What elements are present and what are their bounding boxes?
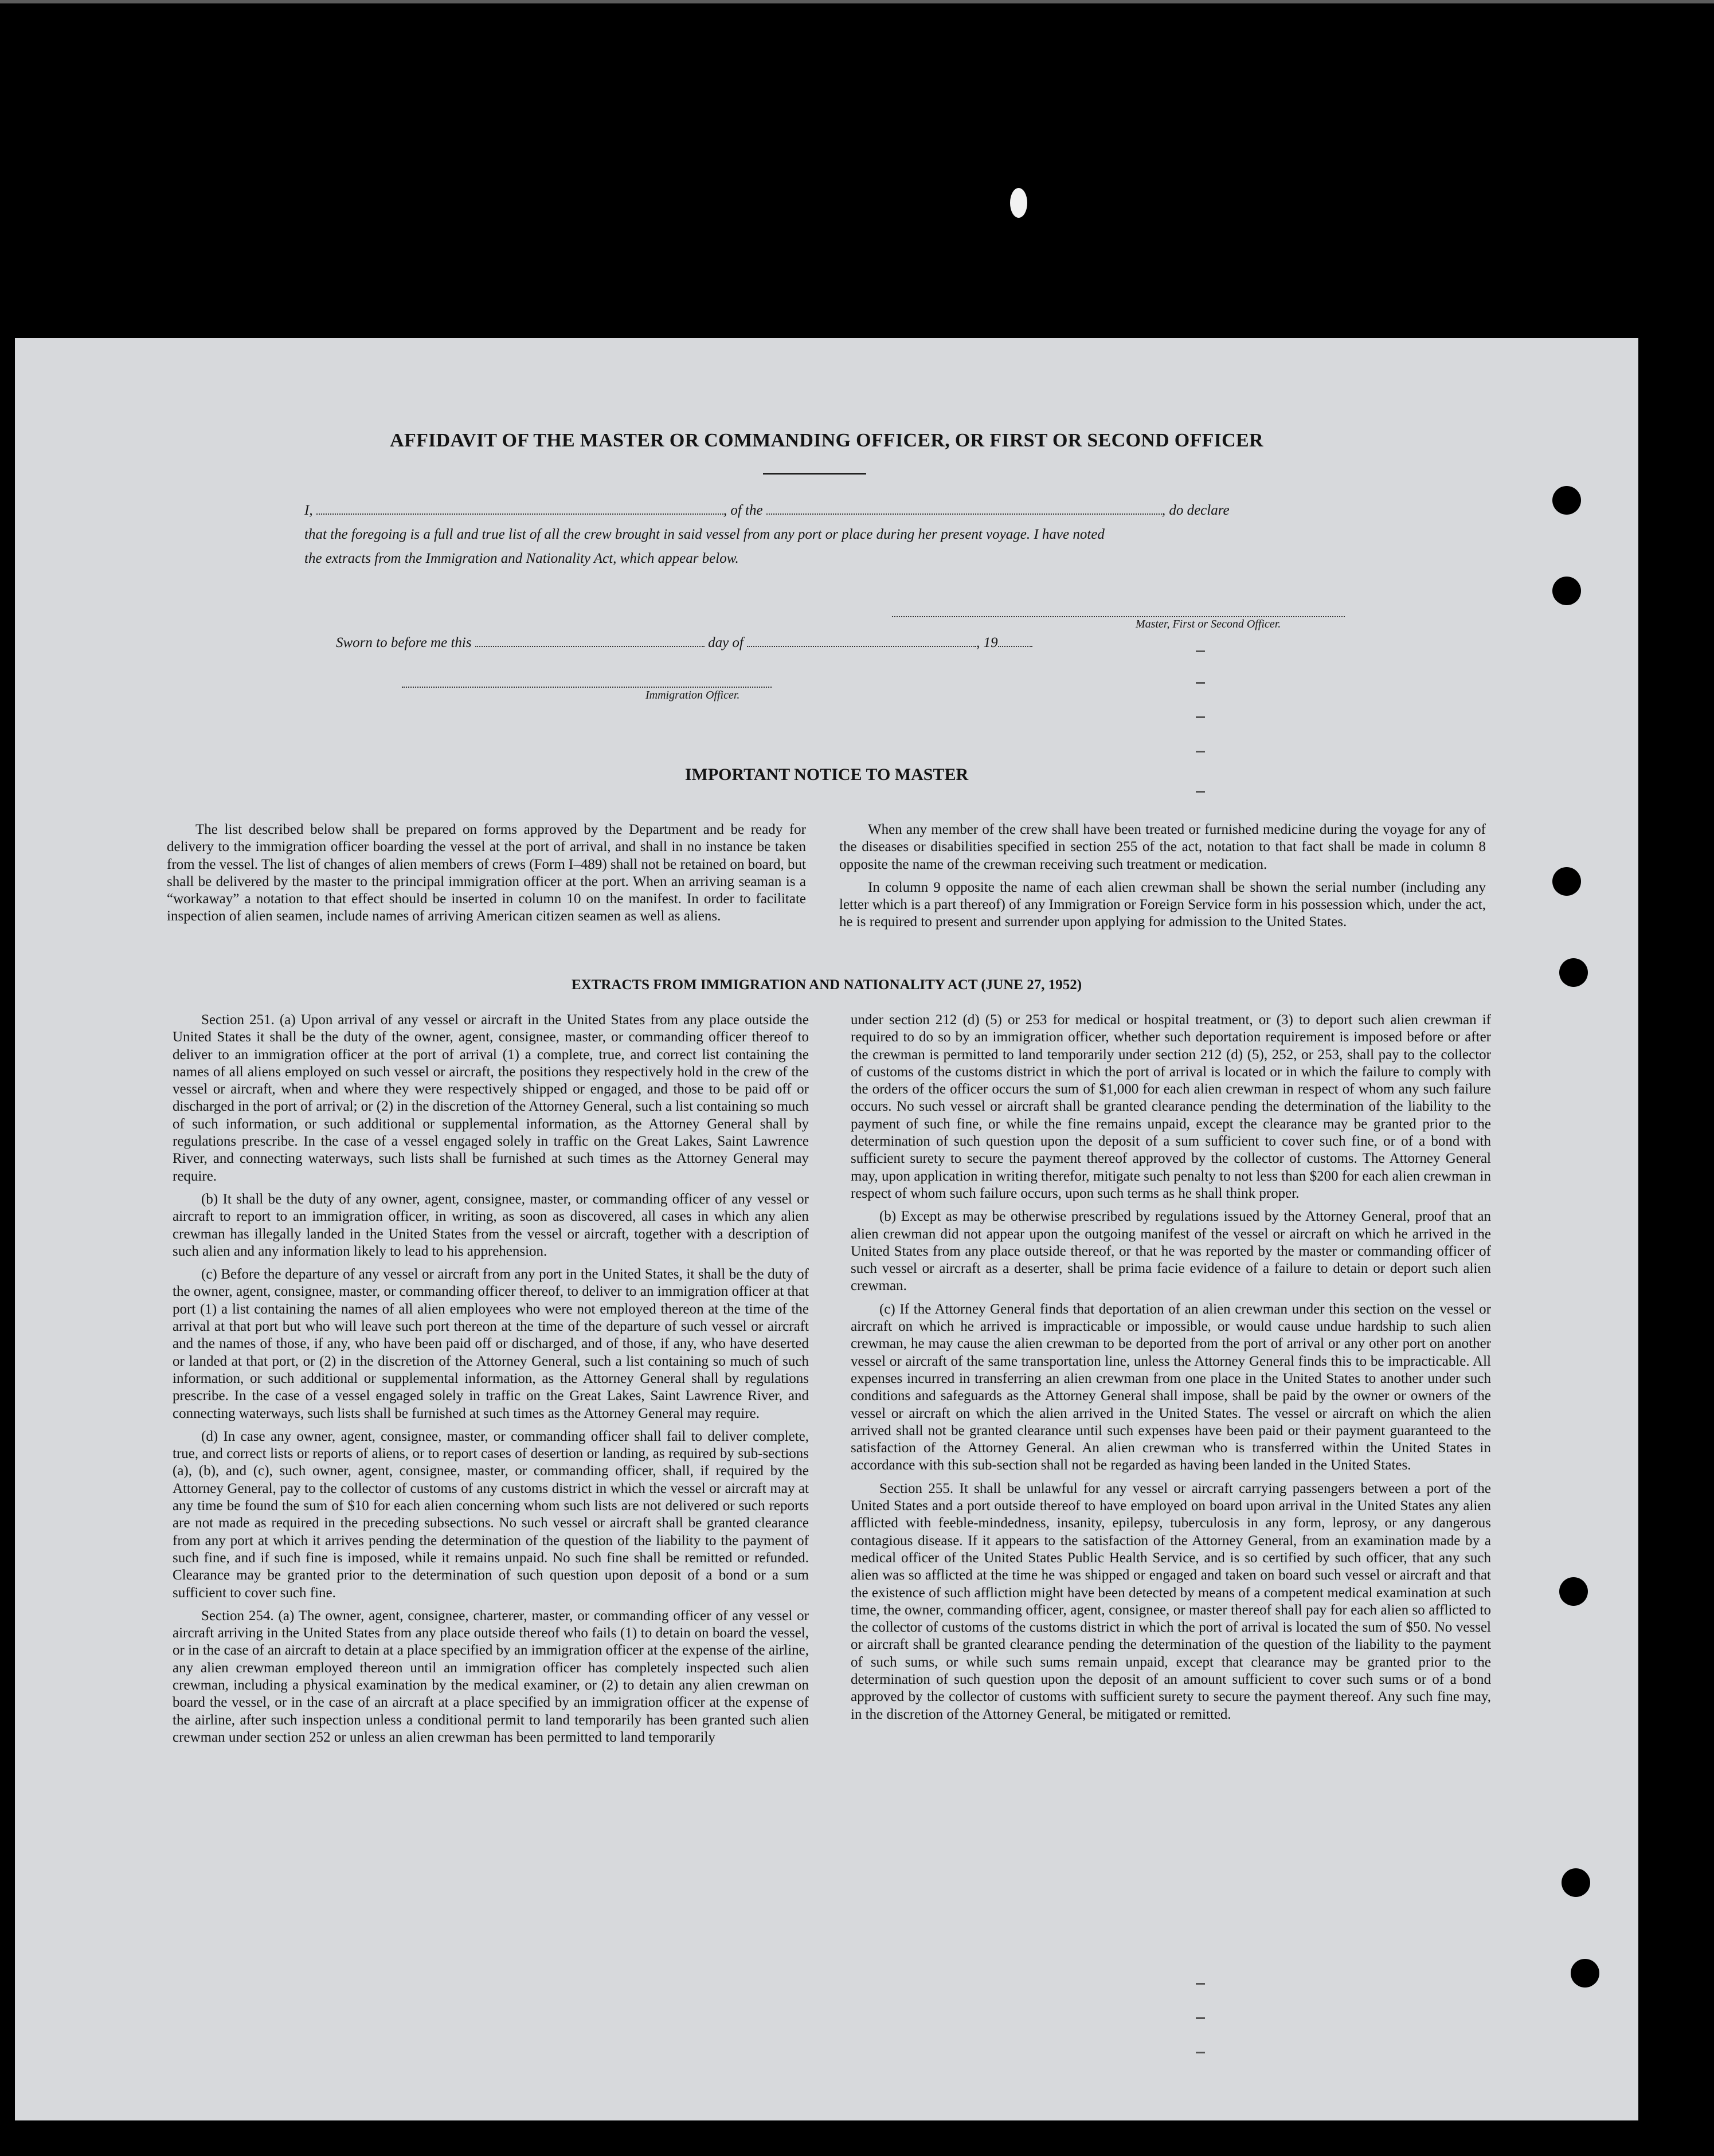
declaration-of-the: , of the	[723, 503, 763, 518]
statute-paragraph: Section 251. (a) Upon arrival of any vessel or aircraft in the United States from any place outside the United States it shall be the duty of the owner, agent, consignee, master, or commanding officer thereof to deliver to an immigration officer at the port of arrival (1) a complete, true, and correct list containing the names of all aliens employed on such vessel or aircraft, the positions they respectively hold in the crew of the vessel or aircraft, when and where they were respectively shipped or engaged, and those to be paid off or discharged in the port of arrival; or (2) in the discretion of the Attorney General, such a list containing so much of such information, or such additional or supplemental information, as the Attorney General shall by regulations prescribe. In the case of a vessel engaged solely in traffic on the Great Lakes, Saint Lawrence River, and connecting waterways, such lists shall be furnished at such times as the Attorney General may require.	[173, 1012, 809, 1184]
sworn-year: , 19	[976, 635, 998, 650]
bleed-through-mark	[1196, 716, 1205, 718]
declaration-i: I,	[304, 503, 313, 518]
sworn-day-of: day of	[708, 635, 743, 650]
declaration-line-2: that the foregoing is a full and true list of all the crew brought in said vessel from any port or place during her present voyage. I have noted	[304, 527, 1105, 542]
declaration-line-3: the extracts from the Immigration and Nationality Act, which appear below.	[304, 551, 739, 566]
name-blank[interactable]	[316, 501, 723, 515]
master-signature-line[interactable]	[892, 616, 1345, 617]
statute-paragraph: Section 254. (a) The owner, agent, consignee, charterer, master, or commanding officer of any vessel or aircraft arriving in the United States from any place outside thereof who fails (1) to detain on board the vessel, or in the case of an aircraft to detain at a place specified by an immigration officer at the expense of the airline, any alien crewman employed thereon until an immigration officer has completely inspected such alien crewman, including a physical examination by the medical examiner, or (2) to detain any alien crewman on board the vessel, or in the case of an aircraft at a place specified by an immigration officer at the expense of the airline, after such inspection unless a conditional permit to land temporarily has been granted such alien crewman under section 252 or unless an alien crewman has been permitted to land temporarily	[173, 1608, 809, 1745]
declaration-declare: , do declare	[1161, 503, 1230, 518]
extracts-right-column	[851, 1012, 1491, 1729]
statute-paragraph: (b) It shall be the duty of any owner, agent, consignee, master, or commanding officer of any vessel or aircraft to report to an immigration officer, in writing, as soon as discovered, all cases in which any alien crewman has illegally landed in the United States from the vessel or aircraft, together with a description of such alien and any information likely to lead to his apprehension.	[173, 1191, 809, 1259]
sworn-year-blank[interactable]	[998, 633, 1032, 647]
officer-caption: Immigration Officer.	[645, 689, 740, 701]
notice-left-column	[167, 821, 806, 931]
extracts-left-column	[173, 1012, 809, 1752]
bleed-through-mark	[1196, 791, 1205, 793]
officer-signature-line[interactable]	[402, 687, 772, 688]
punch-hole	[1559, 1577, 1588, 1606]
bleed-through-mark	[1196, 751, 1205, 752]
statute-paragraph: (c) If the Attorney General finds that deportation of an alien crewman under this section on the vessel or aircraft on which he arrived is impracticable or impossible, or would cause undue hardship to such alien crewman, he may cause the alien crewman to be deported from the port of arrival or any other port on another vessel or aircraft of the same transportation line, unless the Attorney General finds this to be impracticable. All expenses incurred in transferring an alien crewman from one place in the United States to another under such conditions and safeguards as the Attorney General shall impose, shall be paid by the owner or owners of the vessel or aircraft on which the alien arrived in the United States. The vessel or aircraft on which the alien arrived shall not be granted clearance until such expenses have been paid or their payment guaranteed to the satisfaction of the Attorney General. An alien crewman who is transferred within the United States in accordance with this sub-section shall not be regarded as having been landed in the United States.	[851, 1301, 1491, 1473]
statute-paragraph: (b) Except as may be otherwise prescribed by regulations issued by the Attorney General, proof that an alien crewman did not appear upon the outgoing manifest of the vessel or aircraft on which he arrived in the United States from any place outside thereof, or that he was reported by the master or commanding officer of such vessel or aircraft as a deserter, shall be prima facie evidence of a failure to detain or deport such alien crewman.	[851, 1209, 1491, 1294]
title-rule	[763, 473, 866, 475]
affidavit-form-page	[15, 338, 1638, 2120]
notice-paragraph: When any member of the crew shall have been treated or furnished medicine during the voyage for any of the diseases or disabilities specified in section 255 of the act, notation to that fact shall be made in column 8 opposite the name of the crewman receiving such treatment or medication.	[839, 822, 1486, 872]
sworn-prefix: Sworn to before me this	[336, 635, 472, 650]
punch-hole	[1552, 577, 1581, 605]
bleed-through-mark	[1196, 650, 1205, 652]
statute-paragraph: (c) Before the departure of any vessel or aircraft from any port in the United States, it shall be the duty of the owner, agent, consignee, master, or commanding officer thereof, to deliver to an immigration officer at that port (1) a list containing the names of all alien employees who were not employed thereon at the time of the arrival at that port but who will leave such port thereon at the time of the departure of such vessel or aircraft and the names of those, if any, who have been paid off or discharged, and of those, if any, who have deserted or landed at that port, or (2) in the discretion of the Attorney General, such a list containing so much of such information, or such additional or supplemental information, as the Attorney General shall by regulations prescribe. In the case of a vessel engaged solely in traffic on the Great Lakes, Saint Lawrence River, and connecting waterways, such lists shall be furnished at such times as the Attorney General may require.	[173, 1267, 809, 1421]
declaration-line-1	[304, 499, 1353, 523]
statute-paragraph: (d) In case any owner, agent, consignee, master, or commanding officer shall fail to deliver complete, true, and correct lists or reports of aliens, or to report cases of desertion or landing, as required by sub-sections (a), (b), and (c), such owner, agent, consignee, master, or commanding officer, shall, if required by the Attorney General, pay to the collector of customs of any customs district in which the vessel or aircraft may at any time be found the sum of $10 for each alien concerning whom such lists are not delivered or such reports are not made as required in the preceding subsections. No such vessel or aircraft shall be granted clearance from any port at which it arrives pending the determination of the question of the liability to the payment of such fine, and if such fine is imposed, while it remains unpaid. No such fine shall be remitted or refunded. Clearance may be granted prior to the determination of such question upon deposit of a bond or a sum sufficient to cover such fine.	[173, 1428, 809, 1601]
statute-paragraph: under section 212 (d) (5) or 253 for medical or hospital treatment, or (3) to deport such alien crewman if required to do so by an immigration officer, whether such deportation requirement is imposed before or after the crewman is permitted to land temporarily under section 212 (d) (5), 252, or 253, shall pay to the collector of customs of the customs district in which the port of arrival is located or in which the failure to comply with the orders of the officer occurs the sum of $1,000 for each alien crewman in respect of whom any such failure occurs. No such vessel or aircraft shall be granted clearance pending the determination of the liability to the payment of such fine, or while the fine remains unpaid, except the clearance may be granted prior to the determination of such question upon the deposit of a sum sufficient to cover such fine, or of a bond with sufficient surety to secure the payment thereof approved by the collector of customs. The Attorney General may, upon application in writing therefor, mitigate such penalty to not less than $200 for each alien crewman in respect of whom such failure occurs, upon such terms as he shall think proper.	[851, 1012, 1491, 1201]
bleed-through-mark	[1196, 2017, 1205, 2019]
punch-hole	[1562, 1868, 1590, 1897]
notice-paragraph: In column 9 opposite the name of each alien crewman shall be shown the serial number (including any letter which is a part thereof) of any Immigration or Foreign Service form in his possession which, under the act, he is required to present and surrender upon applying for admission to the United States.	[839, 879, 1486, 930]
notice-heading: IMPORTANT NOTICE TO MASTER	[684, 765, 969, 784]
notice-paragraph: The list described below shall be prepared on forms approved by the Department and be ready for delivery to the immigration officer boarding the vessel at the port of arrival, and shall in no instance be taken from the vessel. The list of changes of alien members of crews (Form I–489) shall not be retained on board, but shall be delivered by the master to the principal immigration officer at the port. When an arriving seaman is a “workaway” a notation to that effect should be inserted in column 10 on the manifest. In order to facilitate inspection of alien seamen, include names of arriving American citizen seamen as well as aliens.	[167, 822, 806, 924]
punch-hole	[1571, 1959, 1599, 1988]
bleed-through-mark	[1196, 2052, 1205, 2053]
affidavit-title: AFFIDAVIT OF THE MASTER OR COMMANDING OFFICER, OR FIRST OR SECOND OFFICER	[390, 430, 1263, 451]
sworn-month-blank[interactable]	[747, 633, 976, 647]
sworn-day-blank[interactable]	[475, 633, 705, 647]
scan-speck	[1010, 188, 1027, 218]
statute-paragraph: Section 255. It shall be unlawful for any vessel or aircraft carrying passengers between a port of the United States and a port outside thereof to have employed on board upon arrival in the United States any alien afflicted with feeble-mindedness, insanity, epilepsy, tuberculosis in any form, leprosy, or any dangerous contagious disease. If it appears to the satisfaction of the Attorney General, from an examination made by a medical officer of the United States Public Health Service, and is so certified by such officer, that any such alien was so afflicted at the time he was shipped or engaged and taken on board such vessel or aircraft and that the existence of such affliction might have been detected by means of a competent medical examination at such time, the owner, commanding officer, agent, consignee, or master thereof shall pay for each alien so afflicted to the collector of customs of the customs district in which the port of arrival is located the sum of $50. No vessel or aircraft shall be granted clearance pending the determination of the question of the liability to the payment of such sums, or while such sums remain unpaid, except that clearance may be granted prior to the determination of such question upon the deposit of an amount sufficient to cover such sums or of a bond approved by the collector of customs with sufficient surety to secure the payment thereof. Any such fine may, in the discretion of the Attorney General, be mitigated or remitted.	[851, 1480, 1491, 1722]
punch-hole	[1552, 867, 1581, 896]
bleed-through-mark	[1196, 1983, 1205, 1985]
sworn-line	[336, 633, 1032, 651]
punch-hole	[1559, 958, 1588, 987]
notice-right-column	[839, 821, 1486, 937]
master-caption: Master, First or Second Officer.	[1136, 618, 1281, 630]
extracts-heading: EXTRACTS FROM IMMIGRATION AND NATIONALITY ACT (JUNE 27, 1952)	[571, 977, 1082, 993]
vessel-blank[interactable]	[766, 501, 1162, 515]
punch-hole	[1552, 486, 1581, 515]
bleed-through-mark	[1196, 682, 1205, 684]
scan-edge	[0, 0, 1714, 3]
